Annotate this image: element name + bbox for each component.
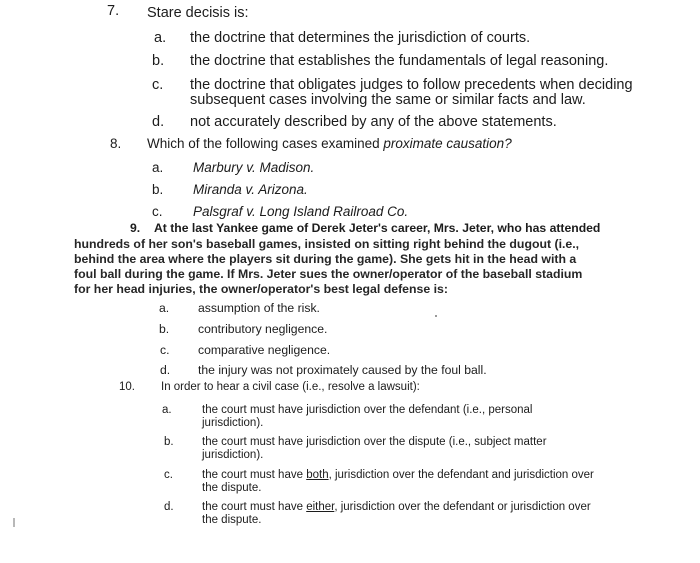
q10-option-c-post: , jurisdiction over the defendant and jurisdiction over the dispute. (202, 469, 594, 494)
q9-option-c-letter: c. (160, 343, 170, 357)
stray-mark (435, 315, 437, 317)
q7-option-a-text: the doctrine that determines the jurisdiction of courts. (190, 30, 531, 46)
q7-option-c-line2: subsequent cases involving the same or similar facts and law. (190, 92, 586, 108)
q10-option-d-emphasis: either (306, 501, 335, 513)
q8-option-b-text: Miranda v. Arizona. (193, 182, 308, 197)
q10-option-c-emphasis: both (306, 469, 329, 481)
q8-option-c-letter: c. (152, 204, 163, 219)
q10-option-a-letter: a. (162, 404, 172, 416)
q10-option-d-post: , jurisdiction over the defendant or jurisdiction over the dispute. (202, 501, 591, 526)
q10-option-d-text (202, 501, 597, 527)
question-9-number: 9. (130, 221, 141, 235)
q9-option-a-text: assumption of the risk. (198, 301, 320, 315)
q8-option-a-letter: a. (152, 160, 164, 175)
q9-option-b-letter: b. (159, 322, 170, 336)
q8-option-b-letter: b. (152, 182, 164, 197)
question-10-number: 10. (119, 381, 135, 393)
q7-option-b-letter: b. (152, 53, 165, 69)
question-10-text: In order to hear a civil case (i.e., resolve a lawsuit): (161, 381, 420, 393)
q10-option-c-letter: c. (164, 469, 173, 481)
q7-option-d-letter: d. (152, 114, 165, 130)
q10-option-b-letter: b. (164, 436, 174, 448)
q7-option-a-letter: a. (154, 30, 167, 46)
question-7-number: 7. (107, 3, 120, 19)
q7-option-b-text: the doctrine that establishes the fundamentals of legal reasoning. (190, 53, 609, 69)
margin-mark (13, 518, 15, 527)
q8-option-a-text: Marbury v. Madison. (193, 160, 315, 175)
q7-option-d-text: not accurately described by any of the above statements. (190, 114, 557, 130)
q8-option-c-text: Palsgraf v. Long Island Railroad Co. (193, 204, 409, 219)
q7-option-c-letter: c. (152, 77, 164, 93)
q10-option-d-pre: the court must have (202, 501, 307, 513)
question-9-first-line: At the last Yankee game of Derek Jeter's career, Mrs. Jeter, who has attended (154, 221, 601, 235)
q9-option-d-text: the injury was not proximately caused by the foul ball. (198, 363, 487, 377)
q10-option-b-text: the court must have jurisdiction over the dispute (i.e., subject matter jurisdiction). (202, 436, 547, 461)
question-7-text: Stare decisis is: (147, 5, 249, 21)
q9-option-d-letter: d. (160, 363, 171, 377)
q10-option-c-text (202, 469, 597, 495)
q10-option-a-text: the court must have jurisdiction over the defendant (i.e., personal jurisdiction). (202, 404, 533, 429)
question-8-text (147, 136, 512, 151)
question-8-prefix: Which of the following cases examined (147, 136, 384, 151)
q7-option-c-line1: the doctrine that obligates judges to follow precedents when deciding (190, 77, 633, 93)
q9-option-c-text: comparative negligence. (198, 343, 331, 357)
question-8-emphasis: proximate causation? (383, 136, 512, 151)
question-8-number: 8. (110, 136, 122, 151)
q9-option-a-letter: a. (159, 301, 170, 315)
q10-option-c-pre: the court must have (202, 469, 307, 481)
q9-option-b-text: contributory negligence. (198, 322, 328, 336)
question-9-body: hundreds of her son's baseball games, insisted on sitting right behind the dugout (i.e., behind the area where the players sit during the game). She gets hit in the head with a foul ball during the game. If Mrs. Jeter sues the owner/operator of the baseball stadium for her head injuries, the owner/operator's best legal defense is: (74, 237, 583, 296)
q10-option-d-letter: d. (164, 501, 174, 513)
